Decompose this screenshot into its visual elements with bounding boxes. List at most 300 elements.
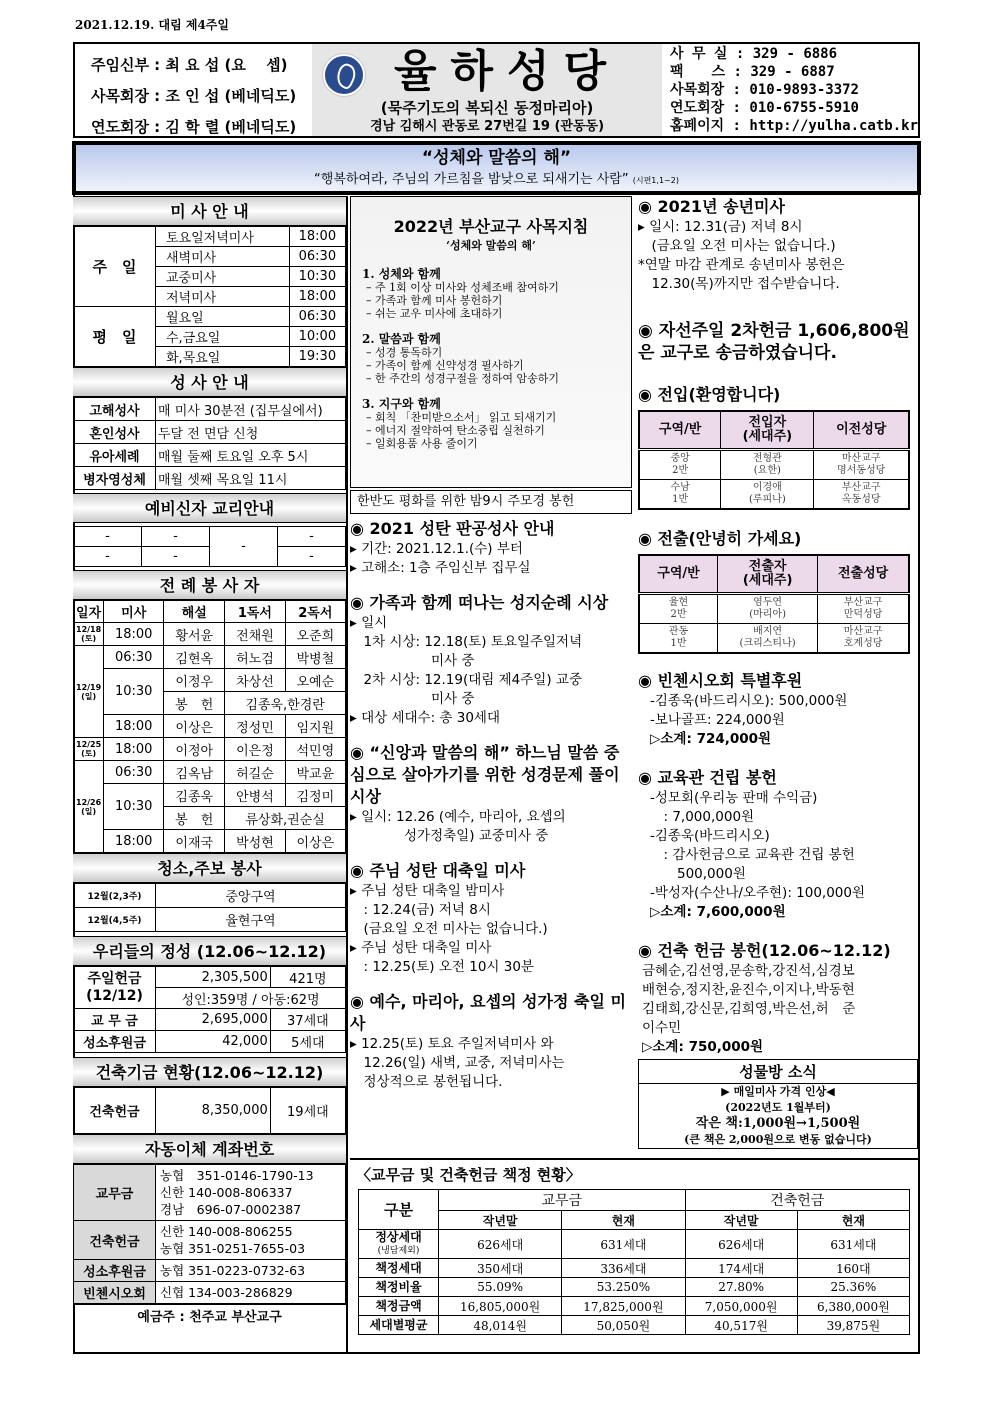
account-numbers [156, 1165, 346, 1221]
parish: 부산교구 옥동성당 [814, 479, 909, 509]
body-line: -보나골프: 224,000원 [650, 712, 785, 728]
sacraments-heading: 성 사 안 내 [73, 367, 346, 397]
value-cell: 53.250% [562, 1278, 685, 1297]
label-text: 책정비율 [375, 1280, 422, 1294]
column-header: 해설 [164, 601, 225, 623]
sub-header-cell: 현재 [797, 1211, 909, 1230]
commentator: 김옥남 [164, 761, 225, 784]
offering-table [73, 966, 346, 1053]
assessment-section [350, 1158, 918, 1352]
householder: 이경애 (루피나) [721, 479, 814, 509]
mass-name: 월요일 [156, 307, 290, 327]
guideline-item: – 한 주간의 성경구절을 정하여 암송하기 [366, 372, 559, 385]
guideline-item: – 쉬는 교우 미사에 초대하기 [366, 307, 503, 320]
guideline-heading: 1. 성체와 함께 [362, 267, 441, 281]
mass-time: 19:30 [289, 347, 345, 367]
first-reader: 차상선 [225, 669, 285, 692]
mass-time: 18:00 [104, 715, 164, 738]
building-fund-heading: 건축기금 현황(12.06~12.12) [73, 1057, 346, 1087]
table-row [74, 784, 346, 807]
commentator: 김현옥 [164, 646, 225, 669]
body-line: ▸ 고해소: 1층 주임신부 집무실 [350, 560, 531, 576]
label: 주일헌금 [87, 970, 142, 987]
label: 교 무 금 [74, 1009, 156, 1031]
table-row [74, 761, 346, 784]
cell: - [74, 547, 142, 567]
table-row [359, 1278, 910, 1297]
shop-title: 성물방 소식 [639, 1060, 917, 1084]
second-reader: 김정미 [285, 784, 345, 807]
body-line: (금요일 오전 미사는 없습니다.) [350, 921, 548, 937]
row-label [359, 1230, 439, 1259]
section-body [350, 1035, 632, 1092]
label-text: 책정세대 [375, 1261, 422, 1275]
account-category: 교무금 [74, 1165, 156, 1221]
cleaning-district: 율현구역 [156, 908, 346, 932]
value-cell: 350세대 [439, 1259, 562, 1278]
value-cell: 50,050원 [562, 1316, 685, 1335]
building-fund-table [73, 1087, 346, 1134]
cell: - [142, 547, 210, 567]
second-reader: 이상은 [285, 830, 345, 853]
guideline-item: – 일회용품 사용 줄이기 [366, 437, 478, 450]
quote-ref: (시편1,1~2) [632, 176, 679, 185]
homepage-label: 홈페이지 : [670, 118, 750, 134]
theme-banner [73, 142, 920, 194]
mass-time: 18:00 [104, 830, 164, 853]
pastoral-chair: 사목회장 : 조 인 섭 (베네딕도) [91, 87, 297, 105]
sub-header-cell: 작년말 [685, 1211, 797, 1230]
body-line: -성모회(우리농 판매 수익금) [650, 790, 818, 806]
offertory-label: 봉 헌 [164, 692, 225, 715]
section-body [350, 808, 632, 846]
mass-time: 10:00 [289, 327, 345, 347]
householder: 전형관 (요한) [721, 449, 814, 479]
notice-section [350, 991, 632, 1092]
label: 건축헌금 [74, 1088, 156, 1134]
sacraments-table [73, 397, 346, 490]
first-reader: 허길순 [225, 761, 285, 784]
cell: - [142, 527, 210, 547]
first-reader: 전채원 [225, 623, 285, 646]
liturgy-heading: 전 례 봉 사 자 [73, 570, 346, 600]
prayer-chair: 연도회장 : 김 학 렬 (베네딕도) [91, 118, 297, 136]
column-header: 구역/반 [639, 411, 721, 449]
mass-time: 06:30 [104, 646, 164, 669]
offertory-names: 김종욱,한경란 [225, 692, 346, 715]
theme-title: “성체와 말씀의 해” [421, 148, 572, 168]
offertory-names: 류상화,권순실 [225, 807, 346, 830]
value-cell: 40,517원 [685, 1316, 797, 1335]
value-cell: 16,805,000원 [439, 1297, 562, 1316]
mass-name: 토요일저녁미사 [156, 227, 290, 247]
mass-time: 06:30 [289, 247, 345, 267]
row-label [359, 1316, 439, 1335]
table-row [74, 1165, 346, 1221]
first-reader: 박성현 [225, 830, 285, 853]
parish-address: 경남 김해시 관동로 27번길 19 (관동동) [370, 119, 605, 134]
accounts-heading: 자동이체 계좌번호 [73, 1134, 346, 1164]
theme-quote [76, 171, 917, 190]
section-title: ◉ 교육관 건립 봉헌 [638, 768, 777, 787]
account-numbers [156, 1260, 346, 1282]
guideline-item: – 가족과 함께 미사 봉헌하기 [366, 294, 503, 307]
account-line: 신한 140-008-806255 [160, 1224, 293, 1239]
subtotal: ▷소계: 724,000원 [650, 731, 772, 747]
date: (12/12) [86, 987, 143, 1004]
guideline-item: – 주 1회 이상 미사와 성체조배 참여하기 [366, 281, 559, 294]
section-title: ◉ “신앙과 말씀의 해” 하느님 말씀 중심으로 살아가기를 위한 성경문제 풀이 시상 [350, 743, 620, 806]
cleaning-period: 12월(4,5주) [74, 908, 156, 932]
table-row [74, 444, 346, 467]
group-header-cell: 건축헌금 [685, 1190, 909, 1211]
first-reader: 안병석 [225, 784, 285, 807]
mass-time: 10:30 [289, 267, 345, 287]
cell: - [278, 547, 346, 567]
district: 율현 2반 [639, 593, 718, 623]
shop-line: (2022년도 1월부터) [725, 1101, 831, 1114]
row-label [359, 1297, 439, 1316]
group-header-cell: 교무금 [439, 1190, 686, 1211]
account-line: 신협 134-003-286829 [160, 1285, 293, 1300]
value-cell: 25.36% [797, 1278, 909, 1297]
guideline-item: – 성경 통독하기 [366, 346, 443, 359]
sunday-offering-label [74, 967, 156, 1009]
label-text: 세대별평균 [369, 1318, 428, 1332]
body-line: 정상적으로 봉헌됩니다. [350, 1074, 503, 1090]
pastor: 주임신부 : 최 요 섭 (요 셉) [91, 56, 288, 74]
body-line: : 7,000,000원 [650, 809, 755, 825]
fax: 팩 스 : 329 - 6887 [670, 64, 835, 80]
body-line: (금요일 오전 미사는 없습니다.) [638, 238, 836, 254]
sub-header-cell: 현재 [562, 1211, 685, 1230]
body-line: ▸ 일시: 12.26 (예수, 마리아, 요셉의 [350, 809, 566, 825]
body-line: ▸ 일시: 12.31(금) 저녁 8시 [638, 219, 803, 235]
column-header: 1독서 [225, 601, 285, 623]
subtotal: ▷소계: 750,000원 [642, 1039, 764, 1055]
notice-section [350, 742, 632, 846]
row-label [359, 1278, 439, 1297]
section-title: ◉ 빈첸시오회 특별후원 [638, 671, 803, 690]
label-text: 책정금액 [375, 1299, 422, 1313]
table-row [359, 1230, 910, 1259]
second-reader: 박교윤 [285, 761, 345, 784]
commentator: 이상은 [164, 715, 225, 738]
table-row [359, 1316, 910, 1335]
accounts-table [73, 1164, 346, 1304]
sacrament-info: 매 미사 30분전 (집무실에서) [156, 398, 346, 421]
district: 관동 1반 [639, 623, 718, 653]
title-text: 전출(안녕히 가세요) [657, 529, 802, 548]
parish: 마산교구 호계성당 [818, 623, 909, 653]
mass-time: 18:00 [289, 227, 345, 247]
date-line: 2021.12.19. 대림 제4주일 [75, 18, 229, 32]
table-header [74, 601, 346, 623]
section-body [638, 692, 918, 749]
cell: - [210, 527, 278, 567]
body-line: 1차 시상: 12.18(토) 토요일주일저녁 [350, 634, 583, 650]
pastoral-guidelines [350, 196, 632, 488]
table-row [74, 646, 346, 669]
amount: 8,350,000 [156, 1088, 271, 1134]
label-text: 정상세대 [375, 1230, 422, 1244]
body-line: -박성자(수산나/오주현): 100,000원 [650, 885, 866, 901]
value-cell: 631세대 [562, 1230, 685, 1259]
value-cell: 27.80% [685, 1278, 797, 1297]
first-reader: 이은정 [225, 738, 285, 761]
service-date: 12/19 (일) [74, 646, 104, 738]
mass-time: 06:30 [104, 761, 164, 784]
cell: - [278, 527, 346, 547]
section-body [638, 789, 918, 922]
table-row [74, 467, 346, 490]
body-line: 2차 시상: 12.19(대림 제4주일) 교중 [350, 672, 582, 688]
sub-header [359, 1211, 910, 1230]
sacrament-name: 병자영성체 [74, 467, 156, 490]
table-row [74, 623, 346, 646]
catechumen-heading: 예비신자 교리안내 [73, 493, 346, 523]
account-holder: 예금주 : 천주교 부산교구 [73, 1304, 346, 1331]
account-line: 농협 351-0251-7655-03 [160, 1241, 306, 1256]
table-row [639, 623, 909, 653]
account-line: 경남 696-07-0002387 [160, 1202, 302, 1217]
body-line: 12.30(목)까지만 접수받습니다. [638, 276, 840, 292]
mass-time: 18:00 [289, 287, 345, 307]
value-cell: 48,014원 [439, 1316, 562, 1335]
table-row [74, 1260, 346, 1282]
table-row [74, 669, 346, 692]
title-block [312, 44, 662, 136]
table-row [74, 421, 346, 444]
body-line: : 12.24(금) 저녁 8시 [350, 902, 491, 918]
body-line: ▸ 기간: 2021.12.1.(수) 부터 [350, 541, 523, 557]
shop-line: ▶ 매일미사 가격 인상◀ [721, 1085, 835, 1098]
year-end-mass [638, 196, 918, 294]
cleaning-heading: 청소,주보 봉사 [73, 853, 346, 883]
mass-time: 06:30 [289, 307, 345, 327]
mass-name: 새벽미사 [156, 247, 290, 267]
second-reader: 오준희 [285, 623, 345, 646]
offering-heading: 우리들의 정성 (12.06~12.12) [73, 936, 346, 966]
account-numbers [156, 1221, 346, 1260]
peace-prayer-notice: 한반도 평화를 위한 밤9시 주모경 봉헌 [350, 490, 632, 514]
middle-column [350, 196, 632, 1106]
body-line: 김태희,강신문,김희영,박은선,허 준 [642, 1001, 856, 1017]
guidelines-subtitle: ‘성체와 말씀의 해’ [446, 239, 536, 252]
catechumen-table [73, 526, 346, 567]
second-reader: 임지원 [285, 715, 345, 738]
religious-goods-shop [638, 1059, 918, 1149]
commentator: 황서윤 [164, 623, 225, 646]
guideline-group [362, 267, 631, 320]
table-row [639, 449, 909, 479]
mass-name: 저녁미사 [156, 287, 290, 307]
right-column [638, 196, 918, 1149]
householder: 배지연 (크리스티나) [718, 623, 818, 653]
column-header: 미사 [104, 601, 164, 623]
guideline-item: – 가족이 함께 신약성경 필사하기 [366, 359, 524, 372]
account-line: 농협 351-0223-0732-63 [160, 1263, 306, 1278]
second-reader: 오예순 [285, 669, 345, 692]
account-line: 신한 140-008-806337 [160, 1185, 293, 1200]
value-cell: 626세대 [439, 1230, 562, 1259]
guideline-item: – 회칙 「찬미받으소서」 읽고 되새기기 [366, 411, 557, 424]
notice-section [350, 518, 632, 578]
notice-section [350, 592, 632, 728]
body-line: -김종욱(바드리시오): 500,000원 [650, 693, 848, 709]
value-cell: 631세대 [797, 1230, 909, 1259]
commentator: 이정우 [164, 669, 225, 692]
donation-section [638, 670, 918, 749]
move-in-title: ◉ 전입(환영합니다) [638, 385, 781, 404]
table-row [359, 1259, 910, 1278]
second-reader: 박병철 [285, 646, 345, 669]
left-column [73, 196, 348, 1354]
attendance-detail: 성인:359명 / 아동:62명 [156, 988, 346, 1009]
value-cell: 7,050,000원 [685, 1297, 797, 1316]
count: 5세대 [270, 1031, 345, 1053]
mass-name: 교중미사 [156, 267, 290, 287]
subtotal: ▷소계: 7,600,000원 [650, 904, 786, 920]
row-label [359, 1259, 439, 1278]
body-line: ▸ 대상 세대수: 총 30세대 [350, 710, 500, 726]
section-body [350, 614, 632, 728]
parish-logo-icon [323, 54, 365, 96]
mass-time: 18:00 [104, 738, 164, 761]
body-line: : 감사헌금으로 교육관 건립 봉헌 [650, 847, 855, 863]
parish: 마산교구 명서동성당 [814, 449, 909, 479]
notice-text: 자선주일 2차헌금 1,606,800원은 교구로 송금하였습니다. [638, 321, 910, 363]
title-text: 전입(환영합니다) [657, 385, 781, 404]
chair-phone: 사목회장 : 010-9893-3372 [670, 82, 859, 98]
prayer-chair-phone: 연도회장 : 010-6755-5910 [670, 100, 859, 116]
mass-table [73, 226, 346, 367]
table-row [359, 1297, 910, 1316]
guideline-group [362, 332, 631, 385]
account-category: 빈첸시오회 [74, 1282, 156, 1304]
body-line: 미사 중 [350, 691, 475, 707]
body-line: ▸ 주님 성탄 대축일 미사 [350, 940, 492, 956]
body-line: 성가정축일) 교중미사 중 [350, 828, 549, 844]
account-numbers [156, 1282, 346, 1304]
donation-section [638, 940, 918, 1057]
sunday-label: 주 일 [74, 227, 156, 307]
column-header: 구분 [359, 1190, 439, 1230]
count: 421명 [270, 967, 345, 988]
table-row [74, 830, 346, 853]
commentator: 김종욱 [164, 784, 225, 807]
contact-list [662, 44, 918, 136]
column-header: 전입자 (세대주) [721, 411, 814, 449]
group-header [359, 1190, 910, 1211]
district: 중앙 2반 [639, 449, 721, 479]
parish-name: 율하성당 [394, 46, 621, 97]
move-out-table [638, 554, 910, 654]
second-collection-notice: ◉ 자선주일 2차헌금 1,606,800원은 교구로 송금하였습니다. [638, 321, 910, 363]
liturgy-table [73, 600, 346, 853]
section-body [350, 882, 632, 977]
section-title: ◉ 예수, 마리아, 요셉의 성가정 축일 미사 [350, 992, 626, 1033]
guidelines-title: 2022년 부산교구 사목지침 [393, 217, 589, 236]
account-category: 건축헌금 [74, 1221, 156, 1260]
body-line: 500,000원 [650, 866, 746, 882]
notices [350, 518, 632, 1092]
body-line: 배현승,정지찬,윤진수,이지나,박동현 [642, 982, 855, 998]
value-cell: 39,875원 [797, 1316, 909, 1335]
section-body [638, 962, 918, 1057]
table-row [639, 593, 909, 623]
guideline-heading: 3. 지구와 함께 [362, 397, 441, 411]
count: 37세대 [270, 1009, 345, 1031]
count: 19세대 [270, 1088, 345, 1134]
guideline-groups [362, 267, 631, 450]
commentator: 이재국 [164, 830, 225, 853]
service-date: 12/18 (토) [74, 623, 104, 646]
value-cell: 174세대 [685, 1259, 797, 1278]
table-row [74, 715, 346, 738]
offertory-label: 봉 헌 [164, 807, 225, 830]
table-row [74, 398, 346, 421]
section-body [350, 540, 632, 578]
column-header: 구역/반 [639, 555, 718, 593]
mass-time: 18:00 [104, 623, 164, 646]
sacrament-name: 고해성사 [74, 398, 156, 421]
label-note: (냉담제외) [377, 1246, 420, 1256]
second-reader: 석민영 [285, 738, 345, 761]
body-line: ▸ 주님 성탄 대축일 밤미사 [350, 883, 505, 899]
body-line: ▸ 일시 [350, 615, 388, 631]
body-line: 이수민 [642, 1020, 682, 1036]
account-line: 농협 351-0146-1790-13 [160, 1168, 314, 1183]
column-header: 2독서 [285, 601, 345, 623]
guideline-heading: 2. 말씀과 함께 [362, 332, 441, 346]
amount: 2,305,500 [156, 967, 271, 988]
column-header: 이전성당 [814, 411, 909, 449]
quote-text: “행복하여라, 주님의 가르침을 밤낮으로 되새기는 사람” [314, 172, 629, 187]
column-header: 일자 [74, 601, 104, 623]
shop-line: 작은 책:1,000원→1,500원 [695, 1116, 861, 1131]
weekday-label: 평 일 [74, 307, 156, 367]
value-cell: 626세대 [685, 1230, 797, 1259]
amount: 2,695,000 [156, 1009, 271, 1031]
column-header: 전출자 (세대주) [718, 555, 818, 593]
cleaning-district: 중앙구역 [156, 884, 346, 908]
body-line: *연말 마감 관계로 송년미사 봉헌은 [638, 257, 845, 273]
mass-time: 10:30 [104, 669, 164, 715]
table-row [74, 738, 346, 761]
section-title: ◉ 주님 성탄 대축일 미사 [350, 861, 526, 880]
parish: 부산교구 만덕성당 [818, 593, 909, 623]
column-header: 전출성당 [818, 555, 909, 593]
cleaning-table [73, 883, 346, 932]
move-out-title: ◉ 전출(안녕히 가세요) [638, 529, 802, 548]
mass-heading: 미 사 안 내 [73, 196, 346, 226]
body-line: 12.26(일) 새벽, 교중, 저녁미사는 [350, 1055, 565, 1071]
body-line: -김종욱(바드리시오) [650, 828, 770, 844]
assessment-title: 〈교무금 및 건축헌금 책정 현황〉 [356, 1166, 581, 1184]
table-header [639, 411, 909, 449]
cleaning-period: 12월(2,3주) [74, 884, 156, 908]
first-reader: 허노검 [225, 646, 285, 669]
sacrament-name: 유아세례 [74, 444, 156, 467]
table-row [74, 1282, 346, 1304]
donation-section [638, 767, 918, 922]
homepage-link[interactable]: http://yulha.catb.kr [749, 118, 918, 134]
guideline-group [362, 397, 631, 450]
sacrament-info: 매월 셋째 목요일 11시 [156, 467, 346, 490]
section-title: ◉ 가족과 함께 떠나는 성지순례 시상 [350, 593, 609, 612]
sub-header-cell: 작년말 [439, 1211, 562, 1230]
